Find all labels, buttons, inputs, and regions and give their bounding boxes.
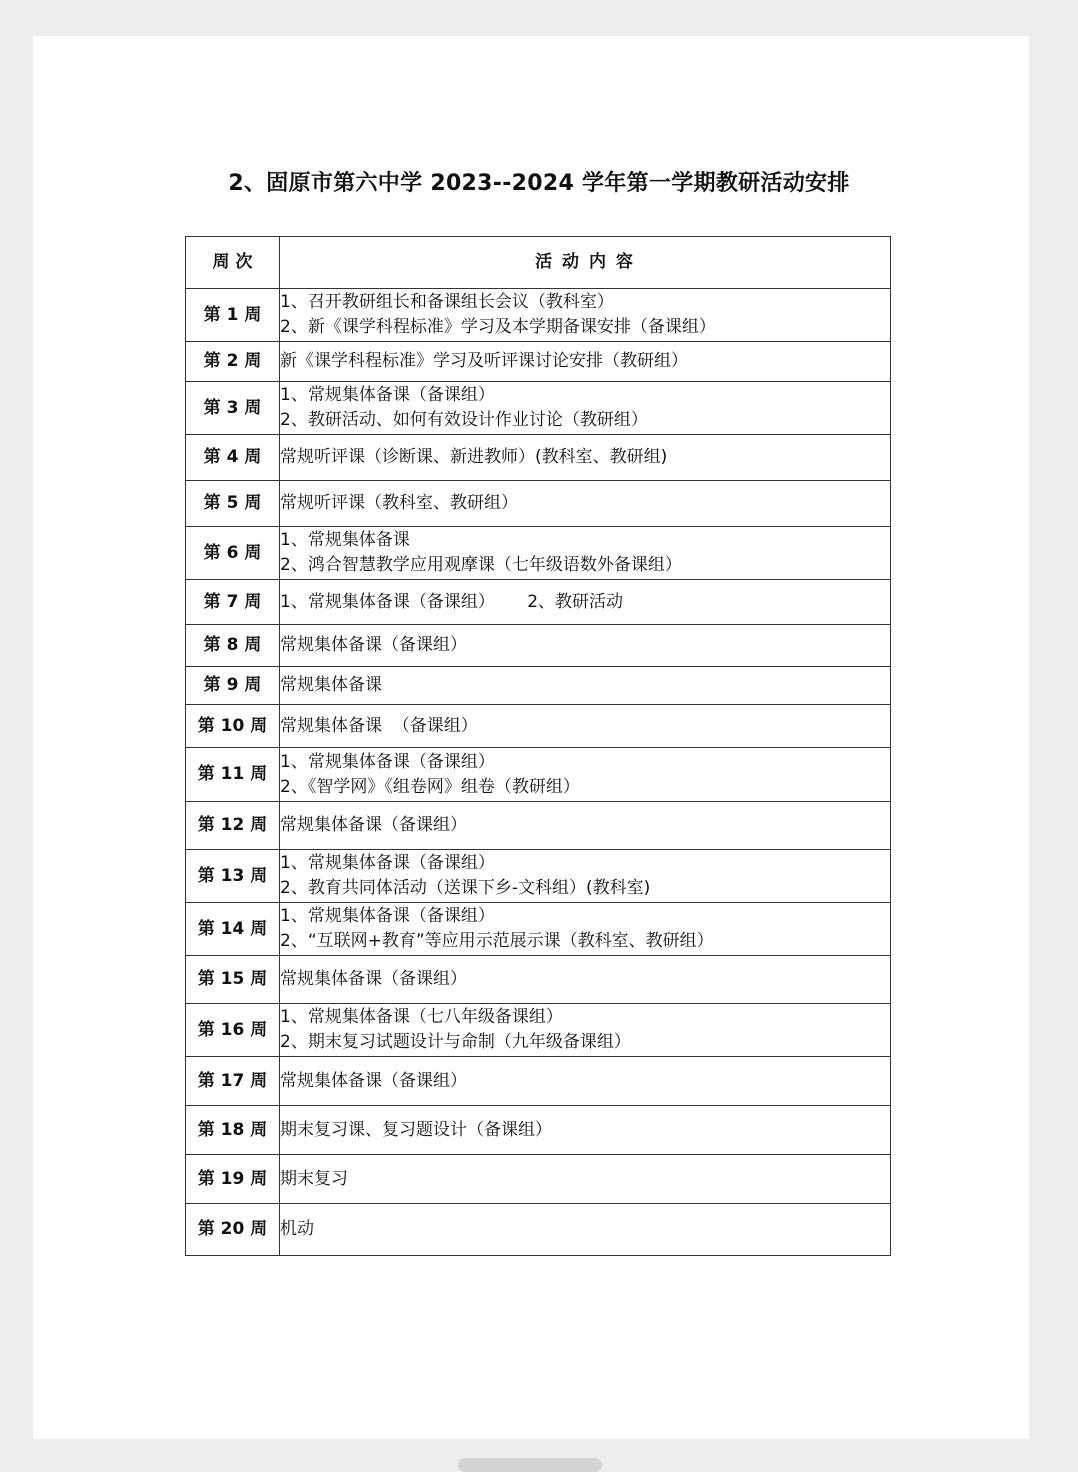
week-cell: 第 12 周 [186,802,280,850]
activity-cell [280,382,891,435]
activity-line: 2、鸿合智慧教学应用观摩课（七年级语数外备课组） [280,555,682,575]
activity-line: 1、常规集体备课（备课组） [280,853,495,873]
activity-cell [280,435,891,481]
activity-line: 2、教育共同体活动（送课下乡-文科组）(教科室) [280,878,651,898]
activity-line: 常规集体备课（备课组） [280,969,467,989]
table-row [186,481,891,527]
activity-line: 1、常规集体备课（备课组） [280,751,495,772]
week-cell: 第 20 周 [186,1204,280,1256]
week-cell: 第 10 周 [186,705,280,748]
table-row [186,1155,891,1204]
activity-cell [280,667,891,705]
activity-line: 2、期末复习试题设计与命制（九年级备课组） [280,1032,631,1052]
table-row [186,1057,891,1106]
week-cell: 第 11 周 [186,748,280,802]
activity-cell [280,289,891,342]
activity-cell [280,481,891,527]
table-row [186,705,891,748]
week-cell: 第 8 周 [186,625,280,667]
table-row [186,903,891,956]
activity-line: 2、新《课学科程标准》学习及本学期备课安排（备课组） [280,317,716,337]
week-cell: 第 17 周 [186,1057,280,1106]
week-cell: 第 2 周 [186,342,280,382]
activity-cell [280,802,891,850]
activity-line: 常规集体备课（备课组） [280,815,467,835]
activity-cell [280,527,891,580]
week-cell: 第 5 周 [186,481,280,527]
table-row [186,850,891,903]
activity-cell [280,705,891,748]
table-row [186,527,891,580]
week-cell: 第 16 周 [186,1004,280,1057]
activity-cell [280,580,891,625]
header-content: 活 动 内 容 [280,237,891,289]
table-row [186,1004,891,1057]
activity-cell [280,1057,891,1106]
activity-line: 常规听评课（教科室、教研组） [280,493,518,513]
week-cell: 第 1 周 [186,289,280,342]
activity-cell [280,850,891,903]
week-cell: 第 3 周 [186,382,280,435]
table-row [186,382,891,435]
activity-cell [280,1106,891,1155]
week-cell: 第 18 周 [186,1106,280,1155]
activity-line: 1、常规集体备课 [280,530,410,550]
activity-cell [280,625,891,667]
table-row [186,956,891,1004]
week-cell: 第 15 周 [186,956,280,1004]
table-row [186,667,891,705]
activity-line: 2、《智学网》《组卷网》组卷（教研组） [280,776,580,797]
activity-cell [280,1004,891,1057]
week-cell: 第 6 周 [186,527,280,580]
activity-line: 1、常规集体备课（备课组） 2、教研活动 [280,591,624,612]
activity-line: 期末复习 [280,1168,348,1189]
activity-line: 新《课学科程标准》学习及听评课讨论安排（教研组） [280,351,688,371]
home-indicator[interactable] [458,1458,602,1472]
activity-line: 2、教研活动、如何有效设计作业讨论（教研组） [280,410,648,430]
table-row [186,1204,891,1256]
table-row [186,1106,891,1155]
table-row [186,802,891,850]
week-cell: 第 19 周 [186,1155,280,1204]
week-cell: 第 9 周 [186,667,280,705]
table-header-row [186,237,891,289]
activity-line: 常规集体备课 [280,675,382,695]
activity-line: 2、“互联网+教育”等应用示范展示课（教科室、教研组） [280,931,714,951]
week-cell: 第 4 周 [186,435,280,481]
table-row [186,625,891,667]
activity-cell [280,903,891,956]
activity-cell [280,1155,891,1204]
activity-cell [280,748,891,802]
activity-line: 常规集体备课 （备课组） [280,715,478,736]
activity-line: 常规集体备课（备课组） [280,635,467,655]
activity-line: 常规听评课（诊断课、新进教师）(教科室、教研组) [280,447,668,467]
table-row [186,342,891,382]
activity-line: 1、常规集体备课（七八年级备课组） [280,1007,563,1027]
activity-line: 1、常规集体备课（备课组） [280,385,495,405]
activity-line: 1、召开教研组长和备课组长会议（教科室） [280,292,614,312]
schedule-table [185,236,891,1256]
activity-line: 机动 [280,1219,314,1239]
week-cell: 第 7 周 [186,580,280,625]
activity-cell [280,1204,891,1256]
table-row [186,289,891,342]
activity-line: 期末复习课、复习题设计（备课组） [280,1119,552,1140]
activity-cell [280,342,891,382]
table-row [186,580,891,625]
activity-line: 常规集体备课（备课组） [280,1070,467,1091]
activity-line: 1、常规集体备课（备课组） [280,906,495,926]
schedule-body [186,289,891,1256]
document-title: 2、固原市第六中学 2023--2024 学年第一学期教研活动安排 [228,171,850,196]
table-row [186,435,891,481]
week-cell: 第 14 周 [186,903,280,956]
activity-cell [280,956,891,1004]
week-cell: 第 13 周 [186,850,280,903]
header-week: 周 次 [186,237,280,289]
table-row [186,748,891,802]
